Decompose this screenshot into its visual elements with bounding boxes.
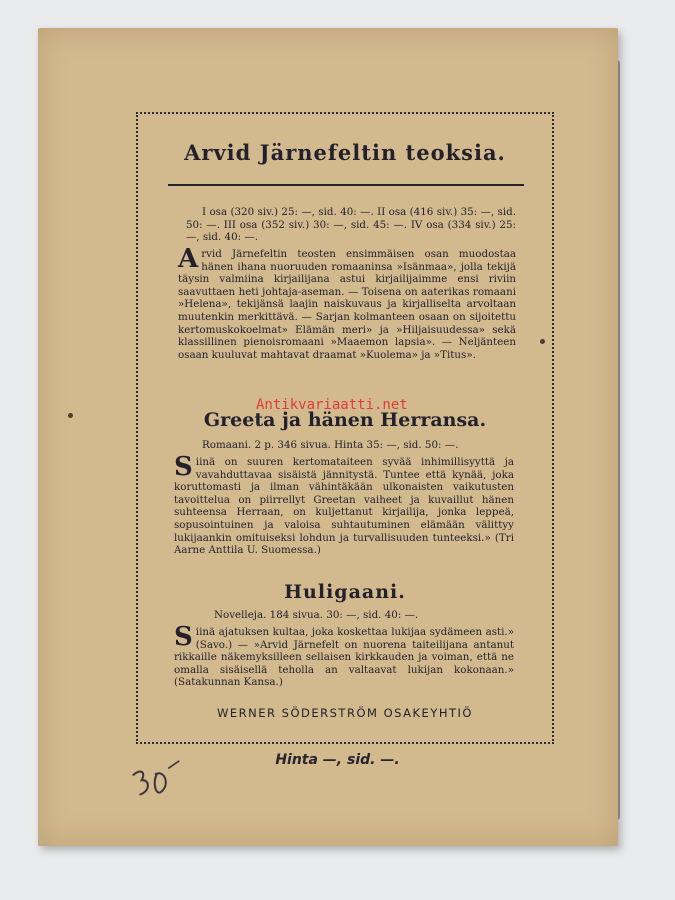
greeta-meta: Romaani. 2 p. 346 sivua. Hinta 35: —, sid. 50: —. (202, 439, 459, 451)
huligaani-title: Huligaani. (284, 581, 406, 603)
price-line: Hinta —, sid. —. (275, 752, 400, 768)
watermark: Antikvariaatti.net (256, 397, 408, 413)
greeta-title: Greeta ja hänen Herransa. (203, 409, 487, 431)
paper-hole (68, 413, 73, 418)
intro-text: rvid Järnefeltin teosten ensimmäisen osan muodostaa hänen ihana nuoruuden romaaninsa »Isänmaa», jolla tekijä täysin valmiina kirjailijana astui kirjailijaimme ensi riviin saavuttaen heti johtaja-aseman. — Toisena on aaterikas romaani »Helena», tekijänsä laajin naiskuvaus ja kirjalliselta arvoltaan muutenkin merkittävä. — Sarjan kolmanteen osaan on sijoitettu kertomuskokoelmat» Elämän meri» ja »Hiljaisuudessa» sekä klassillinen pienoisromaani »Maaemon lapsia». — Neljänteen osaan kuuluvat mahtavat draamat »Kuolema» ja »Titus». (178, 248, 516, 361)
huligaani-quote (174, 622, 514, 689)
page-title: Arvid Järnefeltin teoksia. (184, 140, 506, 165)
greeta-quote (174, 452, 514, 557)
huligaani-meta: Novelleja. 184 sivua. 30: —, sid. 40: —. (214, 609, 419, 621)
handwritten-mark (126, 758, 191, 806)
volumes-text: I osa (320 siv.) 25: —, sid. 40: —. II osa (416 siv.) 35: —, sid. 50: —. III osa (352 siv.) 30: —, sid. 45: —. IV osa (334 siv.) 25: —, sid. 40: —. (186, 206, 516, 244)
huligaani-quote-text: iinä ajatuksen kultaa, joka koskettaa lukijaa sydämeen asti.» (Savo.) — »Arvid Järnefelt on nuorena taiteilijana antanut rikkaille näkemyksilleen sellaisen kirkkauden ja voiman, että ne omalla sisäisellä teholla an valtaavat lukijan kokonaan.» (Satakunnan Kansa.) (174, 626, 514, 689)
dotted-frame (136, 112, 554, 744)
title-rule (168, 184, 524, 186)
huligaani-dropcap: S (174, 622, 193, 652)
greeta-dropcap: S (174, 452, 193, 482)
greeta-quote-text: iinä on suuren kertomataiteen syvää inhimillisyyttä ja vavahduttavaa sisäistä jännitystä. Tuntee että kynää, joka koruttomasti ja ilman vähintäkään ulkonaisten vaikutusten tavoittelua on piirrellyt Greetan vaiheet ja kuvaillut hänen suhteensa Herraan, on kuljettanut kirjailija, jonka leppeä, sopusointuinen ja valoisa suhtautuminen elämään välittyy lukijaankin omituiseksi lohdun ja turvallisuuden tunteeksi.» (Tri Aarne Anttila U. Suomessa.) (174, 456, 514, 557)
publisher-name: WERNER SÖDERSTRÖM OSAKEYHTIÖ (217, 706, 473, 720)
intro-dropcap: A (178, 244, 199, 274)
intro-paragraph (178, 244, 516, 361)
